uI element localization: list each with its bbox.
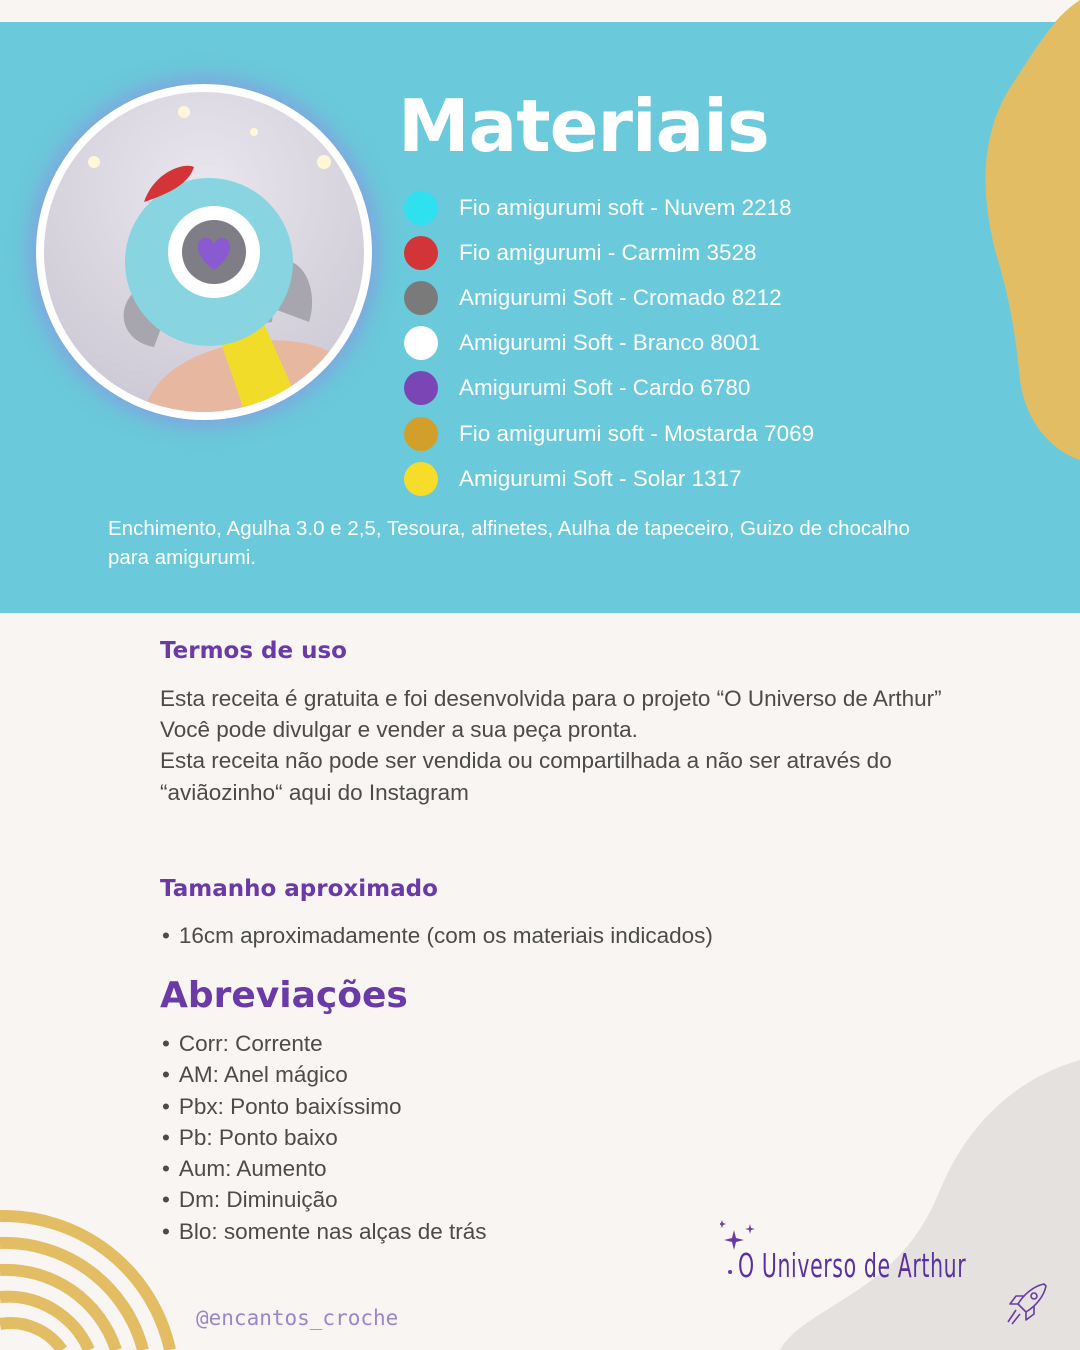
size-list (160, 920, 713, 951)
color-swatch (404, 326, 438, 360)
terms-paragraph: Esta receita não pode ser vendida ou compartilhada a não ser através do “aviãozinho“ aqui do Instagram (160, 748, 892, 805)
supplies-text: Enchimento, Agulha 3.0 e 2,5, Tesoura, alfinetes, Aulha de tapeceiro, Guizo de chocalho para amigurumi. (108, 517, 910, 569)
color-swatch (404, 371, 438, 405)
size-item: • 16cm aproximadamente (com os materiais indicados) (160, 920, 713, 951)
abbreviations-heading: Abreviações (160, 975, 408, 1016)
abbreviation-item: • AM: Anel mágico (160, 1059, 487, 1090)
material-label: Amigurumi Soft - Cardo 6780 (459, 375, 751, 401)
rocket-icon (1004, 1280, 1050, 1326)
abbreviation-item: • Pb: Ponto baixo (160, 1122, 487, 1153)
size-heading: Tamanho aproximado (160, 876, 438, 902)
material-item (404, 185, 814, 230)
brand-name: O Universo de Arthur (738, 1246, 967, 1285)
instagram-handle: @encantos_croche (196, 1306, 399, 1330)
material-label: Amigurumi Soft - Branco 8001 (459, 330, 761, 356)
material-item (404, 411, 814, 456)
abbreviation-item: • Blo: somente nas alças de trás (160, 1216, 487, 1247)
materials-title: Materiais (398, 84, 769, 168)
gold-wave-decoration (980, 22, 1080, 492)
amigurumi-rocket-photo (36, 84, 372, 420)
material-item (404, 456, 814, 501)
terms-text (160, 683, 950, 808)
material-item (404, 366, 814, 411)
material-label: Fio amigurumi soft - Nuvem 2218 (459, 194, 792, 220)
material-label: Amigurumi Soft - Solar 1317 (459, 465, 742, 491)
color-swatch (404, 191, 438, 225)
terms-paragraph: Esta receita é gratuita e foi desenvolvida para o projeto “O Universo de Arthur” (160, 686, 942, 711)
material-item (404, 230, 814, 275)
abbreviation-item: • Corr: Corrente (160, 1028, 487, 1059)
color-swatch (404, 281, 438, 315)
material-item (404, 275, 814, 320)
abbreviation-item: • Aum: Aumento (160, 1153, 487, 1184)
color-swatch (404, 417, 438, 451)
color-swatch (404, 236, 438, 270)
materials-list (404, 185, 814, 501)
material-label: Amigurumi Soft - Cromado 8212 (459, 284, 782, 310)
abbreviations-list (160, 1028, 487, 1247)
material-item (404, 321, 814, 366)
brand-logo (720, 1220, 1050, 1330)
terms-heading: Termos de uso (160, 638, 347, 664)
material-label: Fio amigurumi - Carmim 3528 (459, 239, 757, 265)
abbreviation-item: • Dm: Diminuição (160, 1184, 487, 1215)
color-swatch (404, 462, 438, 496)
materials-panel (0, 22, 1080, 613)
terms-paragraph: Você pode divulgar e vender a sua peça pronta. (160, 717, 638, 743)
material-label: Fio amigurumi soft - Mostarda 7069 (459, 420, 815, 446)
abbreviation-item: • Pbx: Ponto baixíssimo (160, 1091, 487, 1122)
rocket-illustration (44, 92, 364, 412)
